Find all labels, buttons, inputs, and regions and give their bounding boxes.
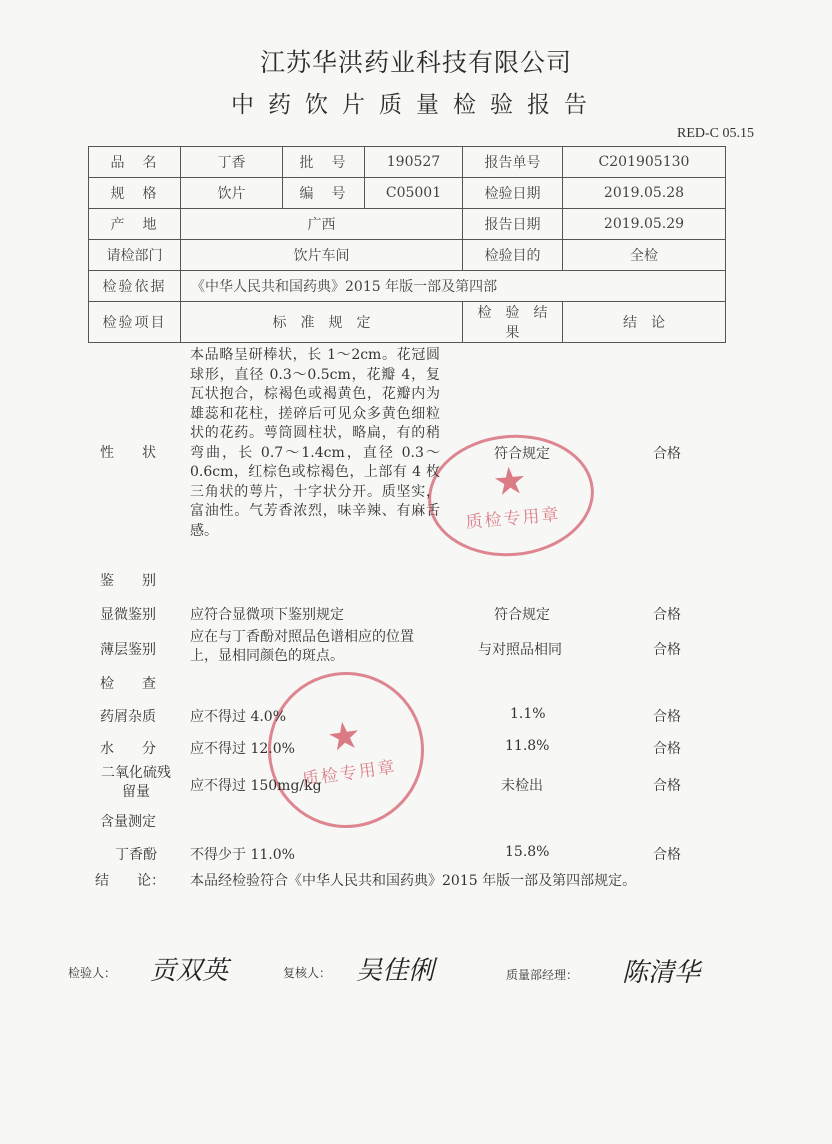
inspector-label: 检验人： (68, 966, 117, 980)
origin-value: 广西 (181, 209, 463, 240)
table-row-item: 水 分 (100, 741, 156, 757)
purpose-value: 全检 (563, 240, 726, 271)
table-row-standard: 应符合显微项下鉴别规定 (190, 607, 344, 623)
qa-manager-label: 质量部经理： (506, 968, 579, 982)
table-row-result: 1.1% (510, 706, 546, 722)
character-label: 性 状 (100, 445, 156, 461)
product-value: 丁香 (181, 147, 283, 178)
assay-label: 含量测定 (100, 814, 156, 830)
table-row-result: 15.8% (505, 844, 550, 860)
report-title: 中药饮片质量检验报告 (231, 92, 601, 118)
stamp-star-icon: ★ (324, 711, 364, 760)
report-no-label: 报告单号 (463, 147, 563, 178)
dept-value: 饮片车间 (181, 240, 463, 271)
batch-value: 190527 (365, 147, 463, 178)
table-row-result: 与对照品相同 (478, 642, 562, 658)
reviewer-label: 复核人： (283, 966, 332, 980)
table-row-item: 薄层鉴别 (100, 642, 156, 658)
stamp-subtitle: 质检专用章 (464, 504, 562, 534)
table-row-conclusion: 合格 (653, 847, 681, 863)
table-row-conclusion: 合格 (653, 642, 681, 658)
stamp-star-icon: ★ (490, 457, 529, 505)
identification-label: 鉴 别 (100, 573, 156, 589)
product-label: 品 名 (89, 147, 181, 178)
conclusion-label: 结 论： (95, 873, 165, 889)
table-row-conclusion: 合格 (653, 778, 681, 794)
report-date-label: 报告日期 (463, 209, 563, 240)
character-conclusion: 合格 (653, 446, 681, 462)
header-table (88, 146, 726, 343)
inspection-label: 检 查 (100, 676, 156, 692)
table-row-conclusion: 合格 (653, 709, 681, 725)
table-row-item: 丁香酚 (115, 847, 157, 863)
col-standard-header: 标 准 规 定 (181, 302, 463, 343)
origin-label: 产 地 (89, 209, 181, 240)
dept-label: 请检部门 (89, 240, 181, 271)
form-number: RED-C 05.15 (677, 126, 754, 141)
table-row-standard: 应在与丁香酚对照品色谱相应的位置上，显相同颜色的斑点。 (190, 629, 414, 664)
table-row-result: 11.8% (505, 738, 550, 754)
table-row-result: 未检出 (501, 778, 543, 794)
inspect-date-label: 检验日期 (463, 178, 563, 209)
stamp-subtitle: 质检专用章 (300, 756, 398, 790)
table-row-conclusion: 合格 (653, 741, 681, 757)
col-result-header: 检 验 结 果 (463, 302, 563, 343)
code-value: C05001 (365, 178, 463, 209)
inspect-date-value: 2019.05.28 (563, 178, 726, 209)
table-row-standard: 不得少于 11.0% (190, 847, 295, 863)
table-row-item: 二氧化硫残留量 (101, 765, 171, 800)
col-conclusion-header: 结 论 (563, 302, 726, 343)
table-row-standard: 应不得过 12.0% (190, 741, 295, 757)
basis-value: 《中华人民共和国药典》2015 年版一部及第四部 (181, 271, 726, 302)
report-no-value: C201905130 (563, 147, 726, 178)
batch-label: 批 号 (283, 147, 365, 178)
table-row-item: 显微鉴别 (100, 607, 156, 623)
table-row-conclusion: 合格 (653, 607, 681, 623)
character-result: 符合规定 (494, 446, 550, 462)
basis-label: 检验依据 (89, 271, 181, 302)
character-standard: 本品略呈研棒状，长 1～2cm。花冠圆球形，直径 0.3～0.5cm，花瓣 4，复瓦状抱合，棕褐色或褐黄色，花瓣内为雄蕊和花柱，搓碎后可见众多黄色细粒状的花药。萼筒圆柱状，略扁，有的稍弯曲，长 0.7～1.4cm，直径 0.3～0.6cm，红棕色或棕褐色，上部有 4 枚三角状的萼片，十字状分开。质坚实，富油性。气芳香浓烈，味辛辣、有麻舌感。 (190, 347, 440, 539)
spec-label: 规 格 (89, 178, 181, 209)
company-name: 江苏华洪药业科技有限公司 (259, 48, 572, 77)
inspector-signature: 贡双英 (150, 956, 229, 986)
spec-value: 饮片 (181, 178, 283, 209)
purpose-label: 检验目的 (463, 240, 563, 271)
table-row-standard: 应不得过 150mg/kg (190, 778, 322, 794)
code-label: 编 号 (283, 178, 365, 209)
qa-manager-signature: 陈清华 (622, 958, 701, 988)
reviewer-signature: 吴佳俐 (356, 956, 435, 986)
report-date-value: 2019.05.29 (563, 209, 726, 240)
table-row-standard: 应不得过 4.0% (190, 709, 287, 725)
table-row-result: 符合规定 (494, 607, 550, 623)
table-row-item: 药屑杂质 (100, 709, 156, 725)
col-item-header: 检验项目 (89, 302, 181, 343)
conclusion-text: 本品经检验符合《中华人民共和国药典》2015 年版一部及第四部规定。 (190, 873, 637, 889)
